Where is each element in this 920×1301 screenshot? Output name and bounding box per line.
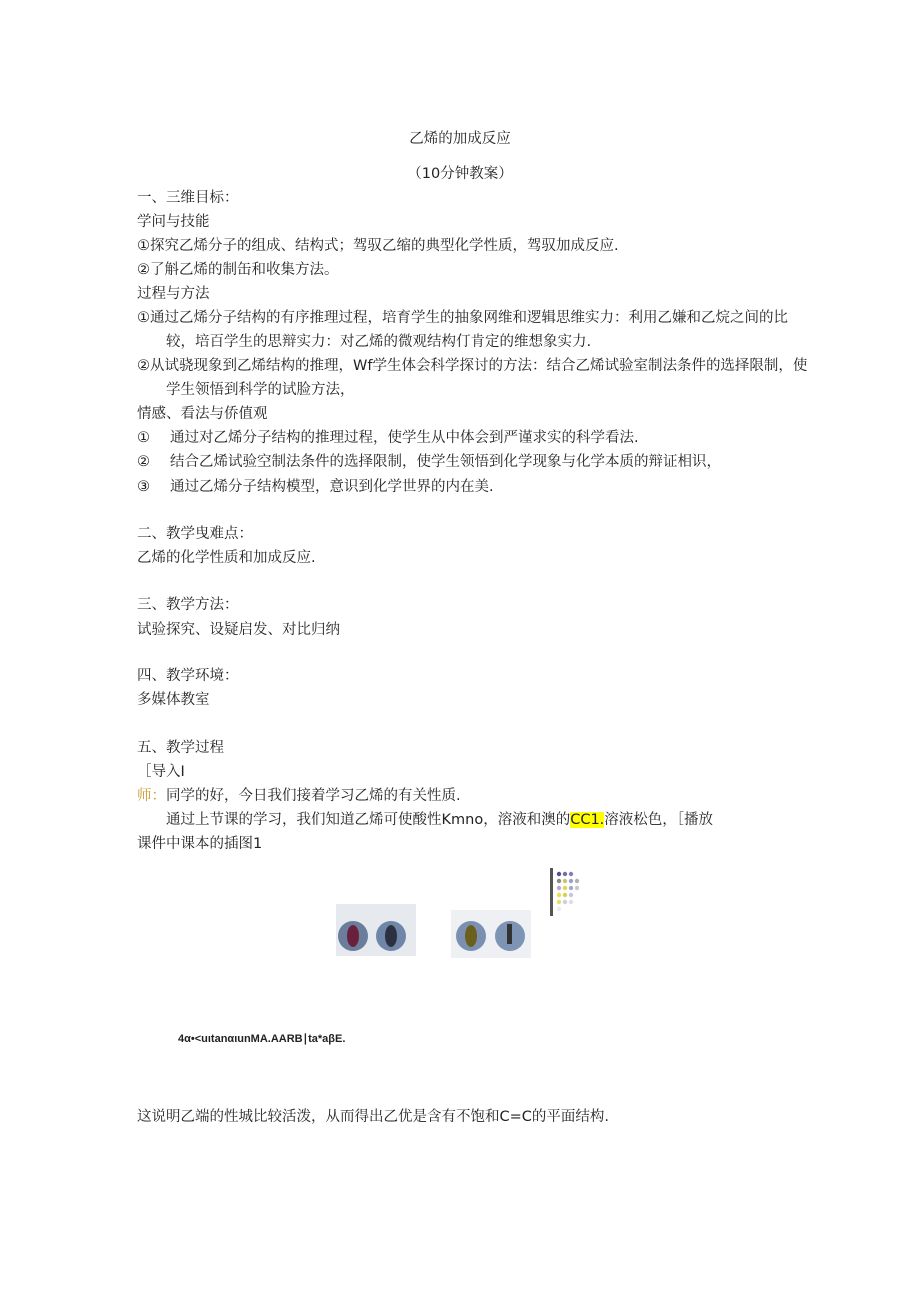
highlighted-formula: CC1. (570, 812, 605, 828)
intro-label: ［导入I (137, 764, 185, 780)
emotion-item-3: 通过乙烯分子结构模型，意识到化学世界的内在美. (170, 479, 494, 495)
lesson-paragraph (166, 810, 713, 830)
molecule-model-icon (557, 872, 579, 911)
goals-heading: 一、三维目标： (137, 190, 239, 206)
teaching-process-heading: 五、教学过程 (137, 740, 224, 756)
molecule-model-rod-icon (550, 868, 553, 916)
emotion-item-3-number: ③ (137, 479, 150, 495)
environment-heading: 四、教学环境： (137, 668, 239, 684)
figure-caption: 4α•<uιtanαιunMA.AARB∣ta*aβE. (178, 1033, 346, 1045)
knowledge-item-1: ①探究乙烯分子的组成、结构式；驾驭乙缩的典型化学性质，驾驭加成反应. (137, 238, 619, 254)
lesson-paragraph-continued: 课件中课本的插图1 (137, 836, 263, 852)
stirring-rod-icon (507, 924, 512, 944)
page-title: 乙烯的加成反应 (409, 131, 511, 147)
emotion-item-1-number: ① (137, 430, 150, 446)
teacher-line (137, 786, 461, 806)
key-points-text: 乙烯的化学性质和加成反应. (137, 550, 316, 566)
emotion-item-2: 结合乙烯试验空制法条件的选择限制，使学生领悟到化学现象与化学本质的辩证相识， (170, 454, 721, 470)
method-text: 试验探究、设疑启发、对比归纳 (137, 622, 340, 638)
process-item-2a: ②从试骁现象到乙烯结构的推理，Wf学生体会科学探讨的方法：结合乙烯试验室制法条件的选择限制，使 (137, 358, 808, 374)
liquid-purple-icon (347, 925, 359, 947)
experiment-figure (336, 866, 596, 966)
teacher-label: 师： (137, 788, 166, 804)
process-item-1a: ①通过乙烯分子结构的有序推理过程，培育学生的抽象网维和逻辑思维实力：利用乙嫌和乙烷之间的比 (137, 310, 788, 326)
page-subtitle: （10分钟教案） (407, 166, 513, 182)
emotion-item-2-number: ② (137, 454, 150, 470)
emotion-heading: 情感、看法与侨值观 (137, 406, 268, 422)
process-item-1b: 较，培百学生的思辩实力：对乙烯的微观结构仃肯定的维想象实力. (166, 334, 592, 350)
liquid-dark-icon (385, 925, 397, 947)
process-heading: 过程与方法 (137, 286, 210, 302)
test-tube-illustration (336, 866, 596, 966)
liquid-brown-icon (465, 925, 477, 947)
emotion-item-1: 通过对乙烯分子结构的推理过程，使学生从中体会到严谨求实的科学看法. (170, 430, 639, 446)
paragraph-text-a: 通过上节课的学习，我们知道乙烯可使酸性Kmno，溶液和澳的 (166, 812, 571, 828)
environment-text: 多媒体教室 (137, 692, 210, 708)
process-item-2b: 学生领悟到科学的试脸方法， (166, 382, 355, 398)
key-points-heading: 二、教学曳难点： (137, 526, 253, 542)
teacher-text: 同学的好，今日我们接着学习乙烯的有关性质. (166, 788, 461, 804)
knowledge-item-2: ②了斛乙烯的制缶和收集方法。 (137, 262, 339, 278)
method-heading: 三、教学方法： (137, 597, 239, 613)
conclusion-text: 这说明乙端的性城比较活泼，从而得出乙优是含有不饱和C=C的平面结构. (137, 1109, 610, 1125)
paragraph-text-b: 溶液松色，［播放 (604, 812, 714, 828)
knowledge-heading: 学问与技能 (137, 214, 210, 230)
